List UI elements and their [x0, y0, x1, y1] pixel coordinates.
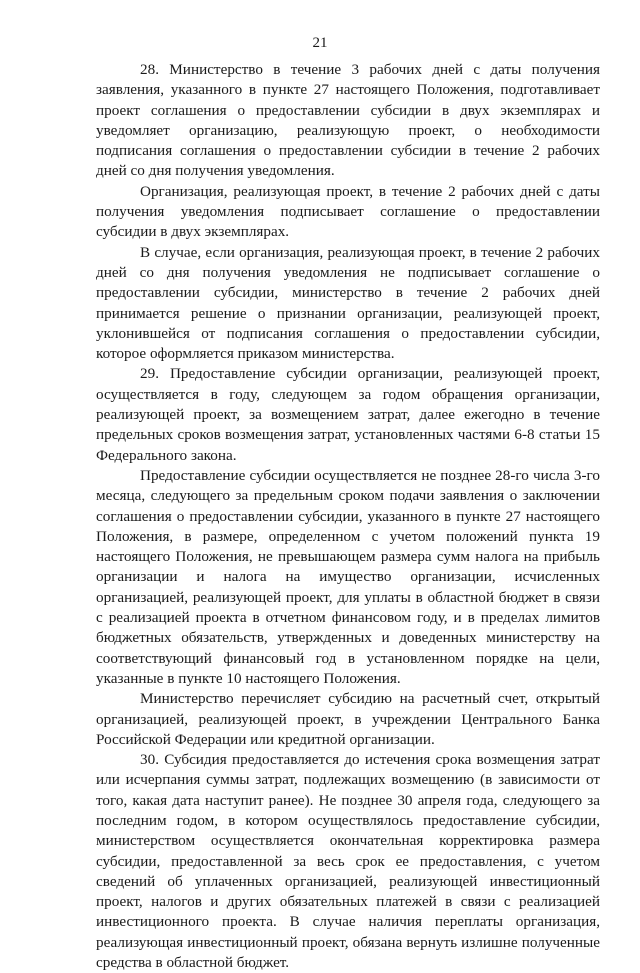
page-number: 21 [312, 35, 328, 51]
paragraph-28: 28. Министерство в течение 3 рабочих дней с даты получения заявления, указанного в пункте 27 настоящего Положения, подготавливает проект соглашения о предоставлении субсидии в двух экземплярах и уведомляет организацию, реализующую проект, о необходимости подписания соглашения о предоставлении субсидии в течение 2 рабочих дней со дня получения уведомления. [96, 61, 600, 180]
paragraph-organization-signing: Организация, реализующая проект, в течение 2 рабочих дней с даты получения уведомления подписывает соглашение о предоставлении субсидии в двух экземплярах. [96, 182, 600, 241]
paragraph-refusal-to-sign: В случае, если организация, реализующая проект, в течение 2 рабочих дней со дня получения уведомления не подписывает соглашение о предоставлении субсидии, министерство в течение 2 рабочих дней принимается решение о признании организации, реализующей проект, уклонившейся от подписания соглашения о предоставлении субсидии, которое оформляется приказом министерства. [96, 243, 600, 363]
paragraph-subsidy-transfer: Министерство перечисляет субсидию на расчетный счет, открытый организацией, реализующей проект, в учреждении Центрального Банка Российской Федерации или кредитной организации. [96, 690, 600, 748]
paragraph-30: 30. Субсидия предоставляется до истечения срока возмещения затрат или исчерпания суммы затрат, подлежащих возмещению (в зависимости от того, какая дата наступит ранее). Не позднее 30 апреля года, следующего за последним годом, в котором осуществлялось предоставление субсидии, министерством осуществляется окончательная корректировка размера субсидии, предоставленной за весь срок ее предоставления, с учетом сведений об уплаченных организацией, реализующей инвестиционный проект, налогов и других обязательных платежей в связи с реализацией инвестиционного проекта. В случае наличия переплаты организация, реализующая инвестиционный проект, обязана вернуть излишне полученные средства в областной бюджет. [96, 751, 600, 972]
document-body [96, 60, 600, 973]
paragraph-subsidy-deadline: Предоставление субсидии осуществляется не позднее 28-го числа 3-го месяца, следующего за предельным сроком подачи заявления о заключении соглашения о предоставлении субсидии, указанного в пункте 27 настоящего Положения, в размере, определенном с учетом положений пункта 19 настоящего Положения, не превышающем размера сумм налога на прибыль организации и налога на имущество организации, исчисленных организацией, реализующей проект, для уплаты в областной бюджет в связи с реализацией проекта в отчетном финансовом году, и в пределах лимитов бюджетных обязательств, утвержденных и доведенных министерству на соответствующий финансовый год в установленном порядке на цели, указанные в пункте 10 настоящего Положения. [96, 466, 600, 687]
paragraph-29: 29. Предоставление субсидии организации, реализующей проект, осуществляется в году, следующем за годом обращения организации, реализующей проект, за возмещением затрат, далее ежегодно в течение предельных сроков возмещения затрат, установленных частями 6-8 статьи 15 Федерального закона. [96, 365, 600, 464]
